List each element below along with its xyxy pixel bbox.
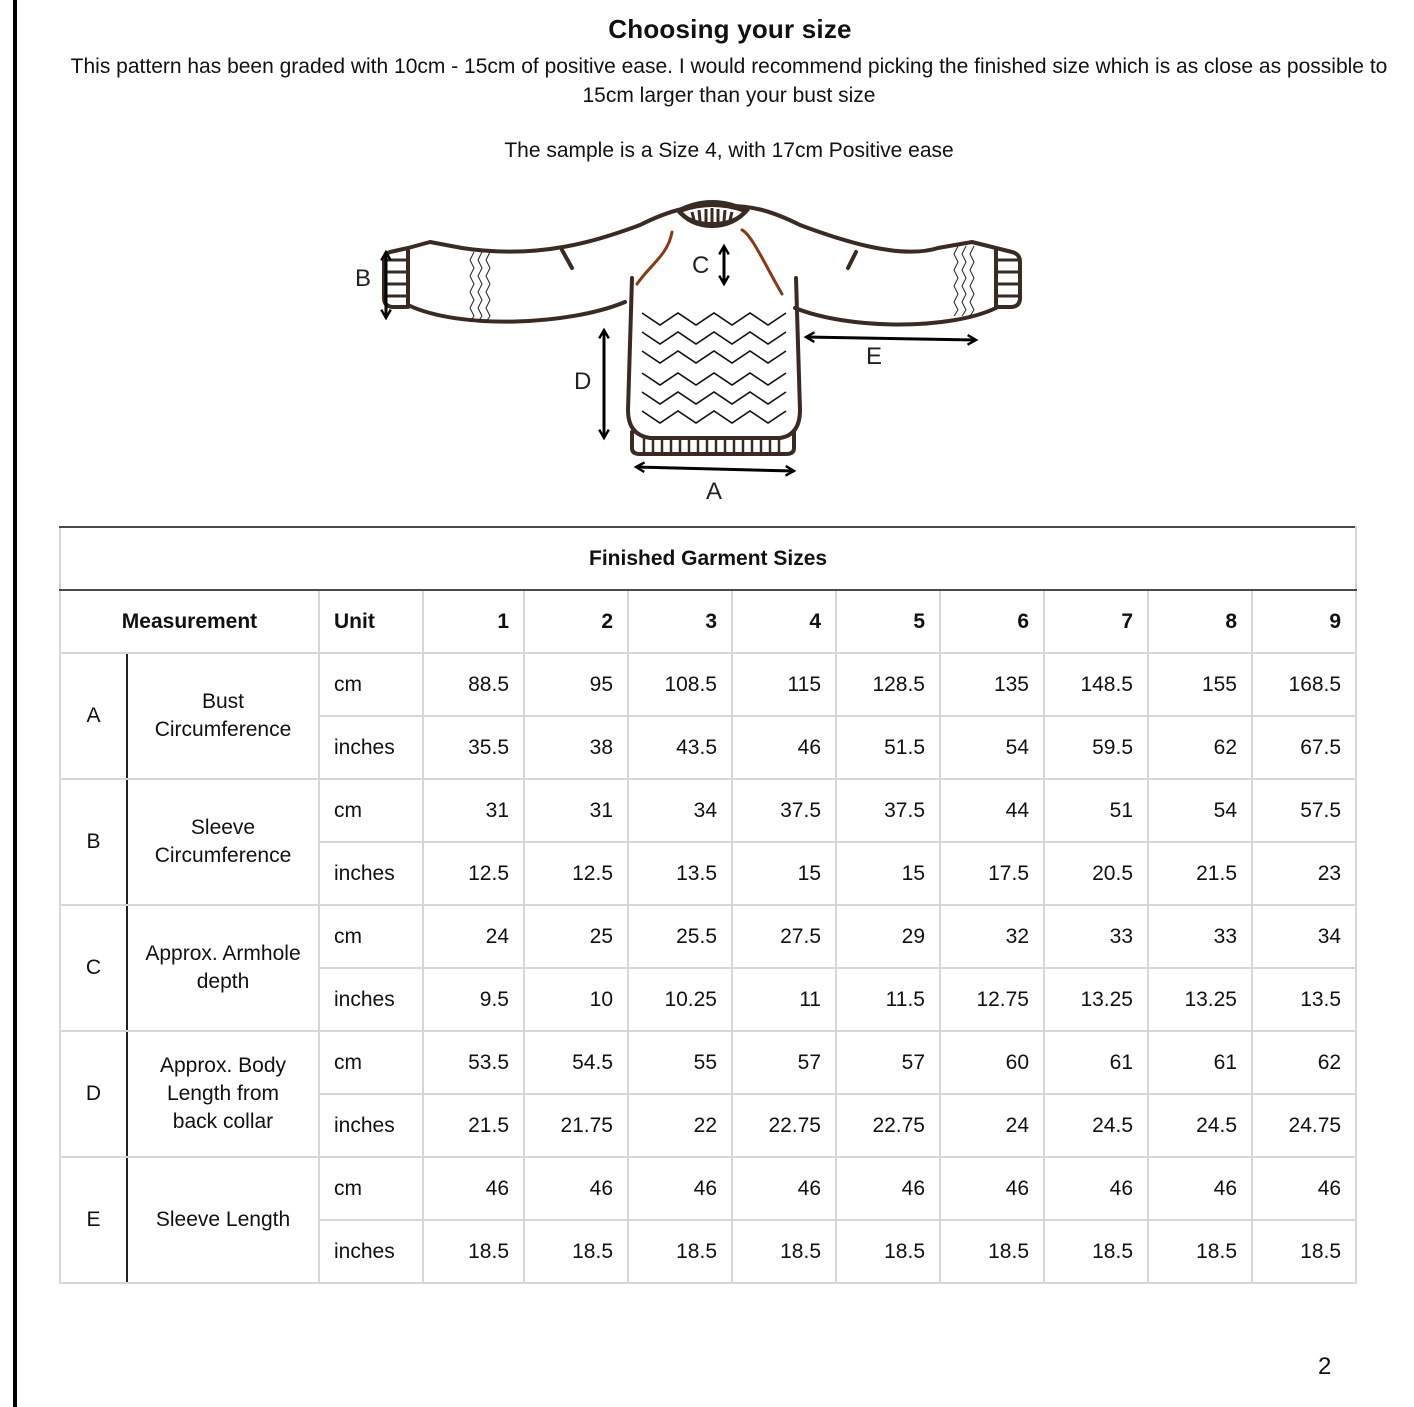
size-value-cell: 22.75 (732, 1094, 836, 1157)
size-value-cell: 11.5 (836, 968, 940, 1031)
measurement-name: Approx. Armhole depth (127, 905, 319, 1031)
armhole-seams (637, 230, 782, 294)
size-value-cell: 18.5 (628, 1220, 732, 1283)
sweater-outline (384, 206, 1020, 454)
size-value-cell: 155 (1148, 653, 1252, 716)
header-row (60, 590, 1356, 653)
size-value-cell: 18.5 (1252, 1220, 1356, 1283)
label-e: E (866, 343, 883, 370)
size-value-cell: 95 (524, 653, 628, 716)
header-size-5: 5 (836, 590, 940, 653)
collar (675, 200, 750, 228)
label-d: D (574, 368, 592, 395)
size-value-cell: 168.5 (1252, 653, 1356, 716)
size-value-cell: 46 (628, 1157, 732, 1220)
size-value-cell: 34 (628, 779, 732, 842)
size-value-cell: 46 (836, 1157, 940, 1220)
size-value-cell: 13.25 (1044, 968, 1148, 1031)
size-value-cell: 88.5 (423, 653, 524, 716)
sweater-diagram (340, 180, 1060, 510)
size-value-cell: 33 (1044, 905, 1148, 968)
size-value-cell: 12.5 (423, 842, 524, 905)
size-value-cell: 21.75 (524, 1094, 628, 1157)
size-value-cell: 37.5 (836, 779, 940, 842)
size-value-cell: 46 (524, 1157, 628, 1220)
measurement-letter: A (60, 653, 127, 779)
size-value-cell: 44 (940, 779, 1044, 842)
size-value-cell: 18.5 (836, 1220, 940, 1283)
size-value-cell: 13.25 (1148, 968, 1252, 1031)
size-value-cell: 15 (732, 842, 836, 905)
unit-cell: cm (319, 1031, 423, 1094)
header-unit: Unit (319, 590, 423, 653)
size-value-cell: 24.5 (1148, 1094, 1252, 1157)
header-size-8: 8 (1148, 590, 1252, 653)
size-value-cell: 53.5 (423, 1031, 524, 1094)
size-value-cell: 57 (836, 1031, 940, 1094)
table-row (60, 1157, 1356, 1220)
size-value-cell: 54.5 (524, 1031, 628, 1094)
size-value-cell: 27.5 (732, 905, 836, 968)
size-value-cell: 37.5 (732, 779, 836, 842)
zigzag-pattern (642, 313, 786, 423)
sleeve-wave-pattern (470, 246, 974, 322)
measurement-name: Sleeve Circumference (127, 779, 319, 905)
size-value-cell: 13.5 (1252, 968, 1356, 1031)
size-value-cell: 24.5 (1044, 1094, 1148, 1157)
table-row (60, 653, 1356, 716)
size-value-cell: 54 (940, 716, 1044, 779)
sample-note: The sample is a Size 4, with 17cm Positive ease (504, 139, 954, 162)
size-value-cell: 34 (1252, 905, 1356, 968)
header-size-1: 1 (423, 590, 524, 653)
size-value-cell: 35.5 (423, 716, 524, 779)
unit-cell: cm (319, 779, 423, 842)
size-value-cell: 25 (524, 905, 628, 968)
size-value-cell: 59.5 (1044, 716, 1148, 779)
size-value-cell: 31 (423, 779, 524, 842)
size-value-cell: 38 (524, 716, 628, 779)
size-chart-table (59, 526, 1357, 1284)
header-size-3: 3 (628, 590, 732, 653)
size-value-cell: 54 (1148, 779, 1252, 842)
measurement-letter: D (60, 1031, 127, 1157)
table-row (60, 905, 1356, 968)
size-value-cell: 46 (1252, 1157, 1356, 1220)
measurement-letter: B (60, 779, 127, 905)
size-value-cell: 46 (732, 716, 836, 779)
measurement-letter: C (60, 905, 127, 1031)
size-value-cell: 61 (1044, 1031, 1148, 1094)
size-value-cell: 21.5 (1148, 842, 1252, 905)
arrow-a (636, 467, 794, 471)
size-value-cell: 25.5 (628, 905, 732, 968)
size-value-cell: 55 (628, 1031, 732, 1094)
size-value-cell: 15 (836, 842, 940, 905)
intro-paragraph: This pattern has been graded with 10cm - 15cm of positive ease. I would recommend picking the finished size which is as close as possible to 15cm larger than your bust size (70, 55, 1388, 107)
size-value-cell: 12.5 (524, 842, 628, 905)
page-number: 2 (1318, 1353, 1332, 1380)
header-size-9: 9 (1252, 590, 1356, 653)
size-value-cell: 61 (1148, 1031, 1252, 1094)
unit-cell: inches (319, 842, 423, 905)
label-b: B (355, 265, 372, 292)
size-value-cell: 18.5 (524, 1220, 628, 1283)
size-value-cell: 24.75 (1252, 1094, 1356, 1157)
size-value-cell: 60 (940, 1031, 1044, 1094)
size-value-cell: 23 (1252, 842, 1356, 905)
measurement-name: Bust Circumference (127, 653, 319, 779)
header-size-7: 7 (1044, 590, 1148, 653)
size-value-cell: 51 (1044, 779, 1148, 842)
page-title: Choosing your size (608, 14, 852, 44)
size-value-cell: 57.5 (1252, 779, 1356, 842)
size-value-cell: 31 (524, 779, 628, 842)
size-value-cell: 67.5 (1252, 716, 1356, 779)
size-value-cell: 18.5 (423, 1220, 524, 1283)
measurement-name: Sleeve Length (127, 1157, 319, 1283)
size-value-cell: 17.5 (940, 842, 1044, 905)
measurement-name: Approx. Body Length from back collar (127, 1031, 319, 1157)
size-value-cell: 108.5 (628, 653, 732, 716)
unit-cell: cm (319, 905, 423, 968)
label-c: C (692, 252, 710, 279)
size-value-cell: 13.5 (628, 842, 732, 905)
header-size-4: 4 (732, 590, 836, 653)
size-value-cell: 29 (836, 905, 940, 968)
label-a: A (706, 478, 723, 505)
table-row (60, 779, 1356, 842)
size-value-cell: 32 (940, 905, 1044, 968)
unit-cell: inches (319, 716, 423, 779)
size-value-cell: 51.5 (836, 716, 940, 779)
size-value-cell: 22.75 (836, 1094, 940, 1157)
size-value-cell: 24 (940, 1094, 1044, 1157)
size-value-cell: 18.5 (940, 1220, 1044, 1283)
size-value-cell: 10 (524, 968, 628, 1031)
arrow-e (806, 337, 976, 340)
size-value-cell: 22 (628, 1094, 732, 1157)
size-value-cell: 43.5 (628, 716, 732, 779)
size-value-cell: 46 (732, 1157, 836, 1220)
size-value-cell: 62 (1252, 1031, 1356, 1094)
header-size-2: 2 (524, 590, 628, 653)
size-value-cell: 46 (940, 1157, 1044, 1220)
size-value-cell: 46 (1044, 1157, 1148, 1220)
size-value-cell: 46 (423, 1157, 524, 1220)
header-size-6: 6 (940, 590, 1044, 653)
size-value-cell: 20.5 (1044, 842, 1148, 905)
unit-cell: inches (319, 968, 423, 1031)
size-value-cell: 148.5 (1044, 653, 1148, 716)
table-caption: Finished Garment Sizes (60, 527, 1356, 590)
size-value-cell: 62 (1148, 716, 1252, 779)
size-value-cell: 12.75 (940, 968, 1044, 1031)
size-value-cell: 18.5 (732, 1220, 836, 1283)
size-value-cell: 10.25 (628, 968, 732, 1031)
size-value-cell: 24 (423, 905, 524, 968)
size-value-cell: 9.5 (423, 968, 524, 1031)
size-value-cell: 18.5 (1044, 1220, 1148, 1283)
size-value-cell: 33 (1148, 905, 1252, 968)
unit-cell: inches (319, 1220, 423, 1283)
unit-cell: cm (319, 653, 423, 716)
size-value-cell: 21.5 (423, 1094, 524, 1157)
size-value-cell: 57 (732, 1031, 836, 1094)
unit-cell: cm (319, 1157, 423, 1220)
size-value-cell: 115 (732, 653, 836, 716)
measurement-letter: E (60, 1157, 127, 1283)
size-value-cell: 46 (1148, 1157, 1252, 1220)
page-left-border (13, 0, 17, 1407)
size-value-cell: 11 (732, 968, 836, 1031)
unit-cell: inches (319, 1094, 423, 1157)
header-measurement: Measurement (60, 590, 319, 653)
size-value-cell: 135 (940, 653, 1044, 716)
size-value-cell: 18.5 (1148, 1220, 1252, 1283)
size-value-cell: 128.5 (836, 653, 940, 716)
table-row (60, 1031, 1356, 1094)
